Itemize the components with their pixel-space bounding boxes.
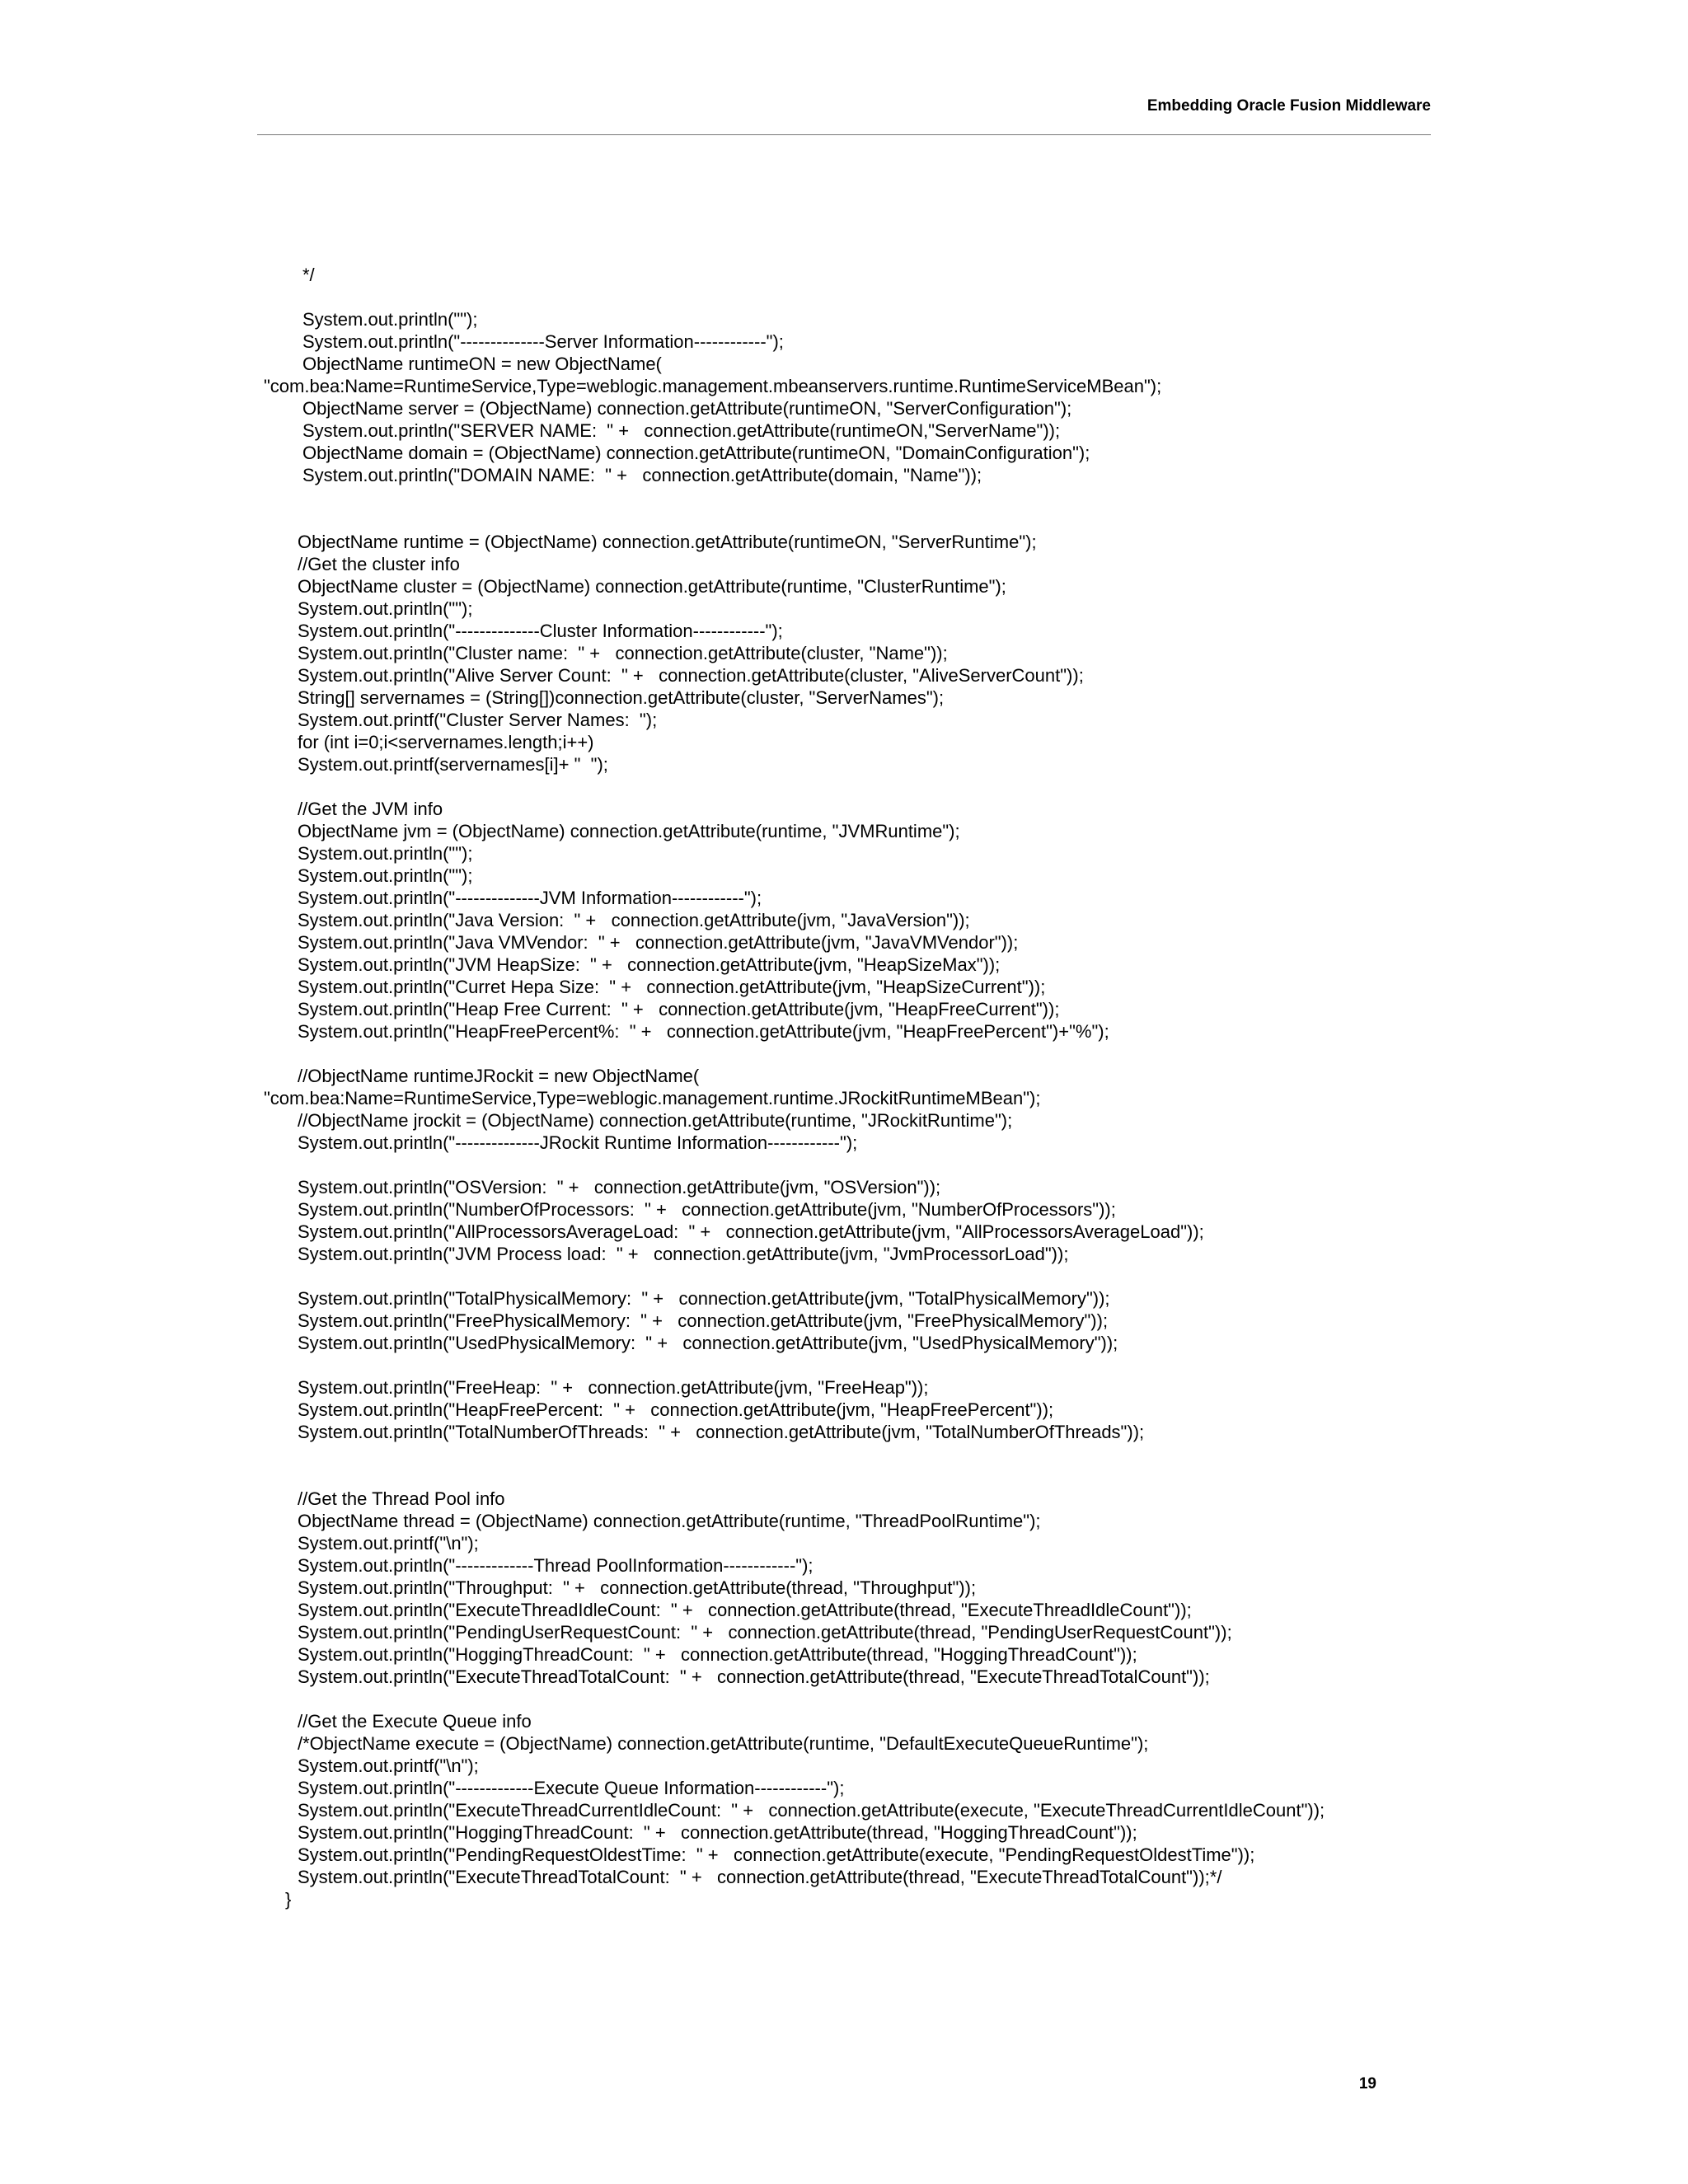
code-line: System.out.println("ExecuteThreadTotalCount: " + connection.getAttribute(thread, "ExecuteThreadTotalCount"));*/ (298, 1867, 1222, 1887)
code-line: ObjectName runtime = (ObjectName) connection.getAttribute(runtimeON, "ServerRuntime"); (298, 532, 1037, 552)
code-line: System.out.println("ExecuteThreadIdleCount: " + connection.getAttribute(thread, "ExecuteThreadIdleCount")); (298, 1600, 1192, 1620)
code-line: //ObjectName jrockit = (ObjectName) connection.getAttribute(runtime, "JRockitRuntime"); (298, 1110, 1013, 1131)
code-line: System.out.println(""); (302, 309, 478, 330)
code-line: System.out.println("HeapFreePercent: " + connection.getAttribute(jvm, "HeapFreePercent")); (298, 1399, 1054, 1420)
code-line: System.out.println(""); (298, 865, 473, 886)
code-line: System.out.println("JVM HeapSize: " + connection.getAttribute(jvm, "HeapSizeMax")); (298, 954, 1001, 975)
code-line: ObjectName domain = (ObjectName) connection.getAttribute(runtimeON, "DomainConfiguration"); (302, 443, 1090, 463)
code-line: System.out.println("--------------Server Information------------"); (302, 331, 784, 352)
code-line: System.out.println("NumberOfProcessors: " + connection.getAttribute(jvm, "NumberOfProcessors")); (298, 1199, 1116, 1220)
code-line: System.out.println("HeapFreePercent%: " + connection.getAttribute(jvm, "HeapFreePercent")+"%"); (298, 1021, 1109, 1042)
code-line: System.out.println("-------------Thread PoolInformation------------"); (298, 1555, 814, 1576)
code-line (257, 1154, 1493, 1176)
code-line: System.out.printf("\n"); (298, 1755, 479, 1776)
code-line: System.out.println("UsedPhysicalMemory: " + connection.getAttribute(jvm, "UsedPhysicalMemory")); (298, 1333, 1118, 1353)
code-line: System.out.println("-------------Execute Queue Information------------"); (298, 1778, 845, 1798)
code-line (257, 1465, 1493, 1488)
code-line: System.out.printf(servernames[i]+ " "); (298, 754, 608, 775)
code-line: System.out.printf("Cluster Server Names: "); (298, 710, 658, 730)
code-line: System.out.println("DOMAIN NAME: " + connection.getAttribute(domain, "Name")); (302, 465, 982, 485)
code-line: System.out.println("FreeHeap: " + connection.getAttribute(jvm, "FreeHeap")); (298, 1377, 929, 1398)
code-line: System.out.println("--------------JRockit Runtime Information------------"); (298, 1132, 858, 1153)
code-listing (257, 264, 1493, 1910)
code-line: System.out.printf("\n"); (298, 1533, 479, 1554)
code-line (257, 1443, 1493, 1465)
code-line: System.out.println("TotalPhysicalMemory: " + connection.getAttribute(jvm, "TotalPhysicalMemory")); (298, 1288, 1110, 1309)
code-line: ObjectName jvm = (ObjectName) connection.getAttribute(runtime, "JVMRuntime"); (298, 821, 960, 841)
code-line: System.out.println("FreePhysicalMemory: " + connection.getAttribute(jvm, "FreePhysicalMemory")); (298, 1310, 1109, 1331)
code-line: System.out.println("TotalNumberOfThreads: " + connection.getAttribute(jvm, "TotalNumberOfThreads")); (298, 1422, 1145, 1442)
code-line: System.out.println("OSVersion: " + connection.getAttribute(jvm, "OSVersion")); (298, 1177, 941, 1197)
code-line: System.out.println("Cluster name: " + connection.getAttribute(cluster, "Name")); (298, 643, 948, 663)
code-line (257, 1354, 1493, 1376)
code-line: } (285, 1889, 292, 1910)
code-line: ObjectName cluster = (ObjectName) connection.getAttribute(runtime, "ClusterRuntime"); (298, 576, 1006, 597)
code-line: "com.bea:Name=RuntimeService,Type=weblogic.management.mbeanservers.runtime.RuntimeServiceMBean"); (264, 376, 1162, 396)
code-line: */ (302, 265, 315, 285)
code-line: System.out.println("JVM Process load: " + connection.getAttribute(jvm, "JvmProcessorLoad")); (298, 1244, 1069, 1264)
page-number: 19 (1358, 2075, 1376, 2093)
header-rule (257, 134, 1431, 135)
code-line (257, 1265, 1493, 1287)
code-line: System.out.println("--------------JVM Information------------"); (298, 888, 762, 908)
code-line (257, 286, 1493, 308)
code-line: System.out.println("Heap Free Current: " + connection.getAttribute(jvm, "HeapFreeCurrent")); (298, 999, 1060, 1019)
code-line: /*ObjectName execute = (ObjectName) connection.getAttribute(runtime, "DefaultExecuteQueueRuntime"); (298, 1733, 1149, 1754)
code-line: String[] servernames = (String[])connection.getAttribute(cluster, "ServerNames"); (298, 687, 945, 708)
code-line: System.out.println("Curret Hepa Size: " + connection.getAttribute(jvm, "HeapSizeCurrent")); (298, 977, 1046, 997)
code-line: System.out.println("Java Version: " + connection.getAttribute(jvm, "JavaVersion")); (298, 910, 970, 930)
code-line: System.out.println("SERVER NAME: " + connection.getAttribute(runtimeON,"ServerName")); (302, 420, 1061, 441)
code-line: //Get the Execute Queue info (298, 1711, 532, 1732)
code-line: "com.bea:Name=RuntimeService,Type=weblogic.management.runtime.JRockitRuntimeMBean"); (264, 1088, 1041, 1108)
code-line (257, 509, 1493, 531)
code-line: System.out.println("AllProcessorsAverageLoad: " + connection.getAttribute(jvm, "AllProcessorsAverageLoad")); (298, 1221, 1204, 1242)
code-line: System.out.println("HoggingThreadCount: " + connection.getAttribute(thread, "HoggingThreadCount")); (298, 1644, 1137, 1665)
code-line: System.out.println("--------------Cluster Information------------"); (298, 621, 783, 641)
code-line: System.out.println("PendingUserRequestCount: " + connection.getAttribute(thread, "PendingUserRequestCount")); (298, 1622, 1232, 1643)
code-line: for (int i=0;i<servernames.length;i++) (298, 732, 594, 752)
code-line (257, 776, 1493, 798)
code-line: //Get the cluster info (298, 554, 460, 574)
code-line: //ObjectName runtimeJRockit = new ObjectName( (298, 1066, 700, 1086)
code-line (257, 486, 1493, 509)
code-line: System.out.println(""); (298, 843, 473, 864)
code-line: ObjectName thread = (ObjectName) connection.getAttribute(runtime, "ThreadPoolRuntime"); (298, 1511, 1041, 1531)
code-line: System.out.println(""); (298, 598, 473, 619)
code-line: System.out.println("PendingRequestOldestTime: " + connection.getAttribute(execute, "PendingRequestOldestTime")); (298, 1844, 1255, 1865)
code-line (257, 1043, 1493, 1065)
code-line: //Get the Thread Pool info (298, 1488, 505, 1509)
code-line: System.out.println("Throughput: " + connection.getAttribute(thread, "Throughput")); (298, 1577, 977, 1598)
code-line: System.out.println("Java VMVendor: " + connection.getAttribute(jvm, "JavaVMVendor")); (298, 932, 1019, 953)
code-line: System.out.println("ExecuteThreadCurrentIdleCount: " + connection.getAttribute(execute, "ExecuteThreadCurrentIdleCount")); (298, 1800, 1325, 1821)
code-line: System.out.println("ExecuteThreadTotalCount: " + connection.getAttribute(thread, "ExecuteThreadTotalCount")); (298, 1666, 1210, 1687)
code-line: ObjectName runtimeON = new ObjectName( (302, 354, 662, 374)
code-line: System.out.println("HoggingThreadCount: " + connection.getAttribute(thread, "HoggingThreadCount")); (298, 1822, 1137, 1843)
code-line (257, 1688, 1493, 1710)
code-line: ObjectName server = (ObjectName) connection.getAttribute(runtimeON, "ServerConfiguration"); (302, 398, 1072, 419)
running-header: Embedding Oracle Fusion Middleware (1146, 97, 1431, 115)
code-line: //Get the JVM info (298, 799, 443, 819)
code-line: System.out.println("Alive Server Count: " + connection.getAttribute(cluster, "AliveServerCount")); (298, 665, 1084, 686)
